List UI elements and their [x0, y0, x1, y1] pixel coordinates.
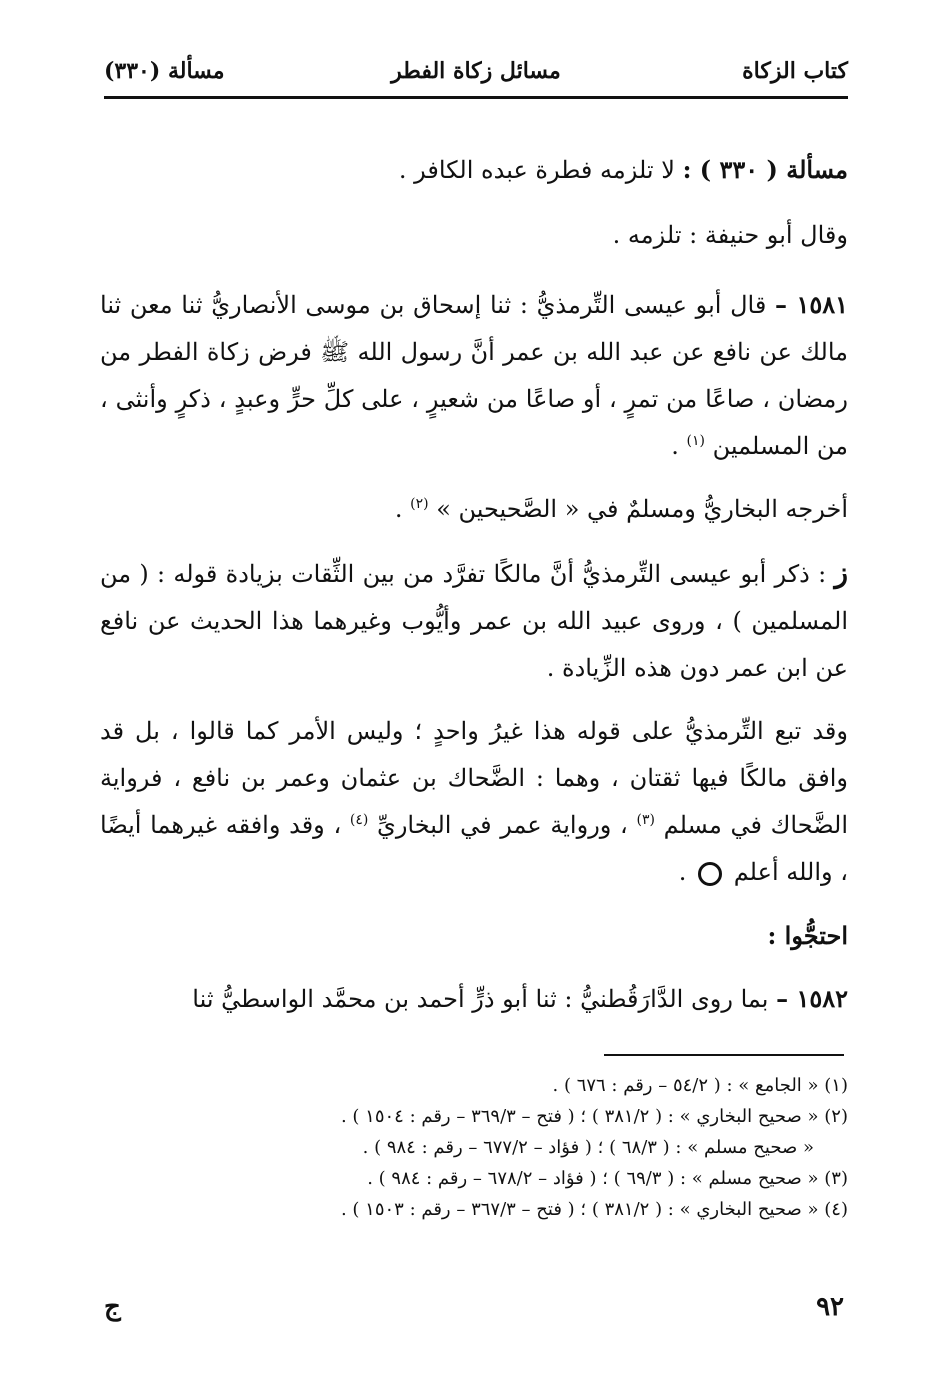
footnote-1: (١) « الجامع » : ( ٥٤/٢ – رقم : ٦٧٦ ) . — [552, 1075, 848, 1096]
followed-part-2: ، ورواية عمر في البخاريِّ — [377, 811, 628, 839]
takhrij-end: . — [394, 495, 403, 523]
ihtajju-heading: احتجُّوا : — [767, 921, 848, 950]
followed-part-3: ، وقد وافقه غيرهما أيضًا ، والله أعلم — [100, 811, 848, 886]
hadith-number: ١٥٨١ – — [775, 290, 848, 319]
issue-reference: مسألة (٣٣٠) — [104, 58, 225, 84]
circle-symbol — [698, 862, 722, 886]
volume-letter: ج — [104, 1292, 121, 1322]
book-title: كتاب الزكاة — [742, 58, 848, 84]
footnote-2-continued: « صحيح مسلم » : ( ٦٨/٣ ) ؛ ( فؤاد – ٦٧٧/٢ – رقم : ٩٨٤ ) . — [362, 1137, 814, 1158]
main-text — [100, 146, 848, 1039]
footnote-rule — [604, 1054, 844, 1056]
hadith-text: قال أبو عيسى التِّرمذيُّ : ثنا إسحاق بن موسى الأنصاريُّ ثنا معن ثنا مالك عن نافع عن عبد الله بن عمر أنَّ رسول الله ﷺ فرض زكاة الفطر من رمضان ، صاعًا من تمرٍ ، أو صاعًا من شعيرٍ ، على كلِّ حرٍّ وعبدٍ ، ذكرٍ وأنثى ، من المسلمين — [100, 291, 848, 460]
comment-marker: ز — [834, 556, 848, 589]
hadith-1582 — [100, 975, 848, 1023]
followed-paragraph — [100, 708, 848, 896]
header-rule — [104, 96, 848, 99]
takhrij-text: أخرجه البخاريُّ ومسلمٌ في « الصَّحيحين » — [436, 495, 848, 523]
running-header — [104, 52, 848, 96]
footnote-2: (٢) « صحيح البخاري » : ( ٣٨١/٢ ) ؛ ( فتح – ٣٦٩/٣ – رقم : ١٥٠٤ ) . — [340, 1106, 848, 1127]
page-number: ٩٢ — [816, 1292, 844, 1322]
comment-text: : ذكر أبو عيسى التِّرمذيُّ أنَّ مالكًا تفرَّد من بين الثِّقات بزيادة قوله : ( من المسلمين ) ، وروى عبيد الله بن عمر وأيُّوب وغيرهما هذا الحديث عن نافع عن ابن عمر دون هذه الزِّيادة . — [100, 560, 849, 682]
footnote-ref-1[interactable]: (١) — [686, 433, 705, 449]
editor-comment — [100, 549, 848, 692]
hadith-1581 — [100, 281, 848, 470]
footnote-ref-3[interactable]: (٣) — [636, 812, 655, 828]
abu-hanifa-opinion: وقال أبو حنيفة : تلزمه . — [612, 221, 848, 249]
footnotes — [104, 1070, 848, 1225]
hadith-number: ١٥٨٢ – — [776, 984, 848, 1013]
footnote-3: (٣) « صحيح مسلم » : ( ٦٩/٣ ) ؛ ( فؤاد – ٦٧٨/٢ – رقم : ٩٨٤ ) . — [367, 1168, 848, 1189]
issue-heading — [100, 146, 848, 194]
followed-end: . — [678, 858, 687, 886]
hadith-end: . — [671, 432, 679, 460]
takhrij — [100, 486, 848, 533]
footnote-ref-4[interactable]: (٤) — [349, 812, 369, 828]
chapter-title: مسائل زكاة الفطر — [391, 58, 561, 84]
issue-title: مسألة ( ٣٣٠ ) : — [682, 155, 848, 184]
followed-part-1: وقد تبع التِّرمذيُّ على قوله هذا غيرُ واحدٍ ؛ وليس الأمر كما قالوا ، بل قد وافق مالكًا فيها ثقتان ، وهما : الضَّحاك بن عثمان وعمر بن نافع ، فرواية الضَّحاك في مسلم — [100, 717, 849, 839]
footnote-4: (٤) « صحيح البخاري » : ( ٣٨١/٢ ) ؛ ( فتح – ٣٦٧/٣ – رقم : ١٥٠٣ ) . — [340, 1199, 848, 1220]
hadith-text: بما روى الدَّارَقُطنيُّ : ثنا أبو ذرٍّ أحمد بن محمَّد الواسطيُّ ثنا — [192, 985, 769, 1013]
issue-statement: لا تلزمه فطرة عبده الكافر . — [398, 156, 675, 184]
footnote-ref-2[interactable]: (٢) — [410, 496, 429, 512]
